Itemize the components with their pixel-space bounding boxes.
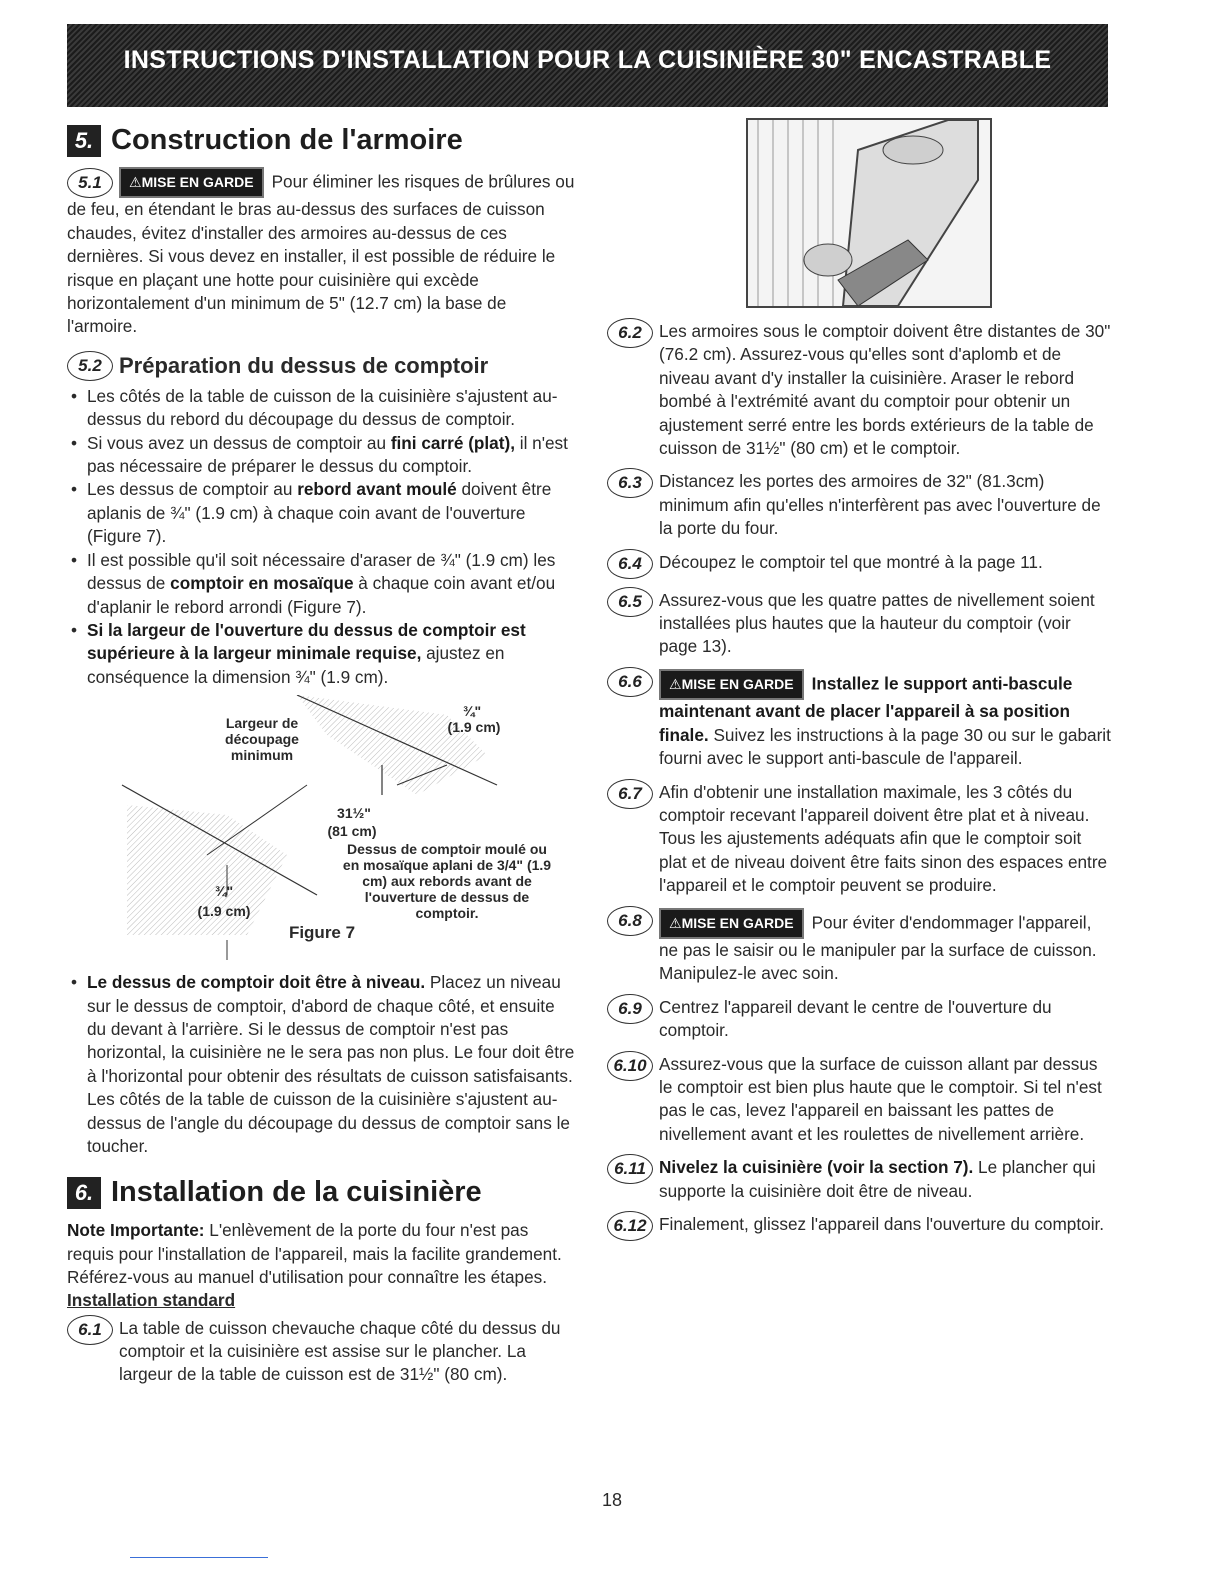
hand-top xyxy=(883,136,943,164)
step-6-9: 6.9 Centrez l'appareil devant le centre de l'ouverture du comptoir. xyxy=(607,996,1112,1043)
label-min-width: Largeur de découpage minimum xyxy=(225,715,299,764)
bullet-6: • Le dessus de comptoir doit être à niveau. Placez un niveau sur le dessus de comptoir, d'abord de chaque côté, et ensuite du devant à l'arrière. Si le dessus de comptoir n'est pas horizontal, la cuisinière ne le sera pas non plus. Le four doit être à l'horizontal pour obtenir des résultats de cuisson satisfaisants. Les côtés de la table de cuisson de la cuisinière s'ajustent au-dessus de l'angle du découpage du dessus de comptoir sans le toucher. xyxy=(67,971,577,1158)
section-6-number: 6. xyxy=(67,1177,101,1209)
step-6-10: 6.10 Assurez-vous que la surface de cuisson allant par dessus le comptoir est bien plus haute que le comptoir. Si tel n'est pas le cas, levez l'appareil en baissant les pattes de nivellement avant et les roulettes de nivellement arrière. xyxy=(607,1053,1112,1147)
bullet-3: • Les dessus de comptoir au rebord avant moulé doivent être aplanis de ¾" (1.9 cm) à chaque coin avant de l'ouverture (Figure 7). xyxy=(67,478,577,548)
warning-badge: ⚠MISE EN GARDE xyxy=(659,669,804,700)
step-6-7: 6.7 Afin d'obtenir une installation maximale, les 3 côtés du comptoir recevant l'appareil doivent être plat et à niveau. Tous les ajustements adéquats afin que le comptoir soit plat et de niveau doivent être faits sinon des espaces entre l'appareil et le comptoir peuvent se produire. xyxy=(607,781,1112,898)
step-6-11: 6.11 Nivelez la cuisinière (voir la section 7). Le plancher qui supporte la cuisinière doit être de niveau. xyxy=(607,1156,1112,1203)
bullet-4: • Il est possible qu'il soit nécessaire d'araser de ¾" (1.9 cm) les dessus de comptoir en mosaïque à chaque coin avant et/ou d'aplanir le rebord arrondi (Figure 7). xyxy=(67,549,577,619)
prep-bullet-list xyxy=(67,385,577,689)
label-19-top: (1.9 cm) xyxy=(447,719,501,736)
step-6-2-number: 6.2 xyxy=(607,318,653,348)
step-5-1: 5.1 ⚠MISE EN GARDE Pour éliminer les risques de brûlures ou de feu, en étendant le bras au-dessus des surfaces de cuisson chaudes, évitez d'installer des armoires au-dessus de ces dernières. Si vous devez en installer, il est possible de réduire le risque en plaçant une hotte pour cuisinière qui excède horizontalement d'un minimum de 5" (12.7 cm) la base de l'armoire. xyxy=(67,167,577,339)
step-6-4: 6.4 Découpez le comptoir tel que montré à la page 11. xyxy=(607,551,1112,579)
step-6-5: 6.5 Assurez-vous que les quatre pattes de nivellement soient installées plus hautes que la hauteur du comptoir (voir page 13). xyxy=(607,589,1112,659)
label-315: 31½" xyxy=(337,805,371,822)
bullet-1: • Les côtés de la table de cuisson de la cuisinière s'ajustent au-dessus du rebord du découpage du dessus de comptoir. xyxy=(67,385,577,432)
important-note: Note Importante: L'enlèvement de la porte du four n'est pas requis pour l'installation de l'appareil, mais la facilite grandement. Référez-vous au manuel d'utilisation pour connaître les étapes. xyxy=(67,1220,562,1288)
warning-badge: ⚠MISE EN GARDE xyxy=(659,908,804,939)
left-column xyxy=(67,118,577,1397)
oven-door-photo xyxy=(746,118,992,308)
warning-badge: ⚠MISE EN GARDE xyxy=(119,167,264,198)
right-column xyxy=(607,118,1112,1251)
level-bullet-list xyxy=(67,971,577,1158)
bullet-5: • Si la largeur de l'ouverture du dessus de comptoir est supérieure à la largeur minimale requise, ajustez en conséquence la dimension ¾" (1.9 cm). xyxy=(67,619,577,689)
page-number: 18 xyxy=(601,1490,623,1510)
label-19-bottom: (1.9 cm) xyxy=(197,903,251,920)
step-6-12: 6.12 Finalement, glissez l'appareil dans l'ouverture du comptoir. xyxy=(607,1213,1112,1241)
section-6-heading xyxy=(67,1176,577,1209)
section-5-heading xyxy=(67,124,577,157)
step-5-2-number: 5.2 xyxy=(67,351,113,381)
step-5-1-number: 5.1 xyxy=(67,168,113,198)
step-6-8-number: 6.8 xyxy=(607,906,653,936)
step-6-1: 6.1 La table de cuisson chevauche chaque côté du dessus du comptoir et la cuisinière est assise sur le plancher. La largeur de la table de cuisson est de 31½" (80 cm). xyxy=(67,1317,577,1387)
step-6-7-number: 6.7 xyxy=(607,779,653,809)
step-6-6: 6.6 ⚠MISE EN GARDE Installez le support anti-bascule maintenant avant de placer l'appareil à sa position finale. Suivez les instructions à la page 30 ou sur le gabarit fourni avec le support anti-bascule de l'appareil. xyxy=(607,669,1112,771)
label-81: (81 cm) xyxy=(327,823,377,840)
section-5-number: 5. xyxy=(67,125,101,157)
step-6-10-number: 6.10 xyxy=(607,1051,653,1081)
step-6-2: 6.2 Les armoires sous le comptoir doivent être distantes de 30" (76.2 cm). Assurez-vous qu'elles sont d'aplomb et de niveau avant d'y installer la cuisinière. Araser le rebord bombé à l'extrémité avant du comptoir pour obtenir un ajustement serré entre les bords extérieurs de la table de cuisson de 31½" (80 cm) et le comptoir. xyxy=(607,320,1112,460)
standard-install-heading: Installation standard xyxy=(67,1289,236,1310)
step-6-11-number: 6.11 xyxy=(607,1154,653,1184)
hand-bottom xyxy=(804,244,852,276)
footer-line xyxy=(130,1557,268,1558)
oven-illustration xyxy=(748,120,990,306)
section-5-title: Construction de l'armoire xyxy=(111,124,463,156)
step-6-4-number: 6.4 xyxy=(607,549,653,579)
figure-caption: Figure 7 xyxy=(288,923,356,943)
step-5-2-heading xyxy=(67,351,577,381)
step-6-1-number: 6.1 xyxy=(67,1315,113,1345)
step-6-3-number: 6.3 xyxy=(607,468,653,498)
banner-title: INSTRUCTIONS D'INSTALLATION POUR LA CUISINIÈRE 30" ENCASTRABLE xyxy=(123,46,1052,74)
label-34-top: ¾" xyxy=(462,703,482,720)
step-5-2-title: Préparation du dessus de comptoir xyxy=(119,352,489,378)
step-6-6-number: 6.6 xyxy=(607,667,653,697)
page-banner xyxy=(67,24,1108,107)
bullet-2: • Si vous avez un dessus de comptoir au fini carré (plat), il n'est pas nécessaire de préparer le dessus du comptoir. xyxy=(67,432,577,479)
step-6-3: 6.3 Distancez les portes des armoires de 32" (81.3cm) minimum afin qu'elles n'interfèrent pas avec l'ouverture de la porte du four. xyxy=(607,470,1112,540)
figure-7 xyxy=(67,695,577,963)
step-6-12-number: 6.12 xyxy=(607,1211,653,1241)
section-6-title: Installation de la cuisinière xyxy=(111,1176,482,1209)
step-6-5-number: 6.5 xyxy=(607,587,653,617)
label-34-bottom: ¾" xyxy=(214,883,234,900)
step-6-8: 6.8 ⚠MISE EN GARDE Pour éviter d'endommager l'appareil, ne pas le saisir ou le manipuler par la surface de cuisson. Manipulez-le avec soin. xyxy=(607,908,1112,986)
label-description: Dessus de comptoir moulé ou en mosaïque aplani de 3/4" (1.9 cm) aux rebords avant de l'ouverture de dessus de comptoir. xyxy=(342,841,552,922)
step-6-9-number: 6.9 xyxy=(607,994,653,1024)
